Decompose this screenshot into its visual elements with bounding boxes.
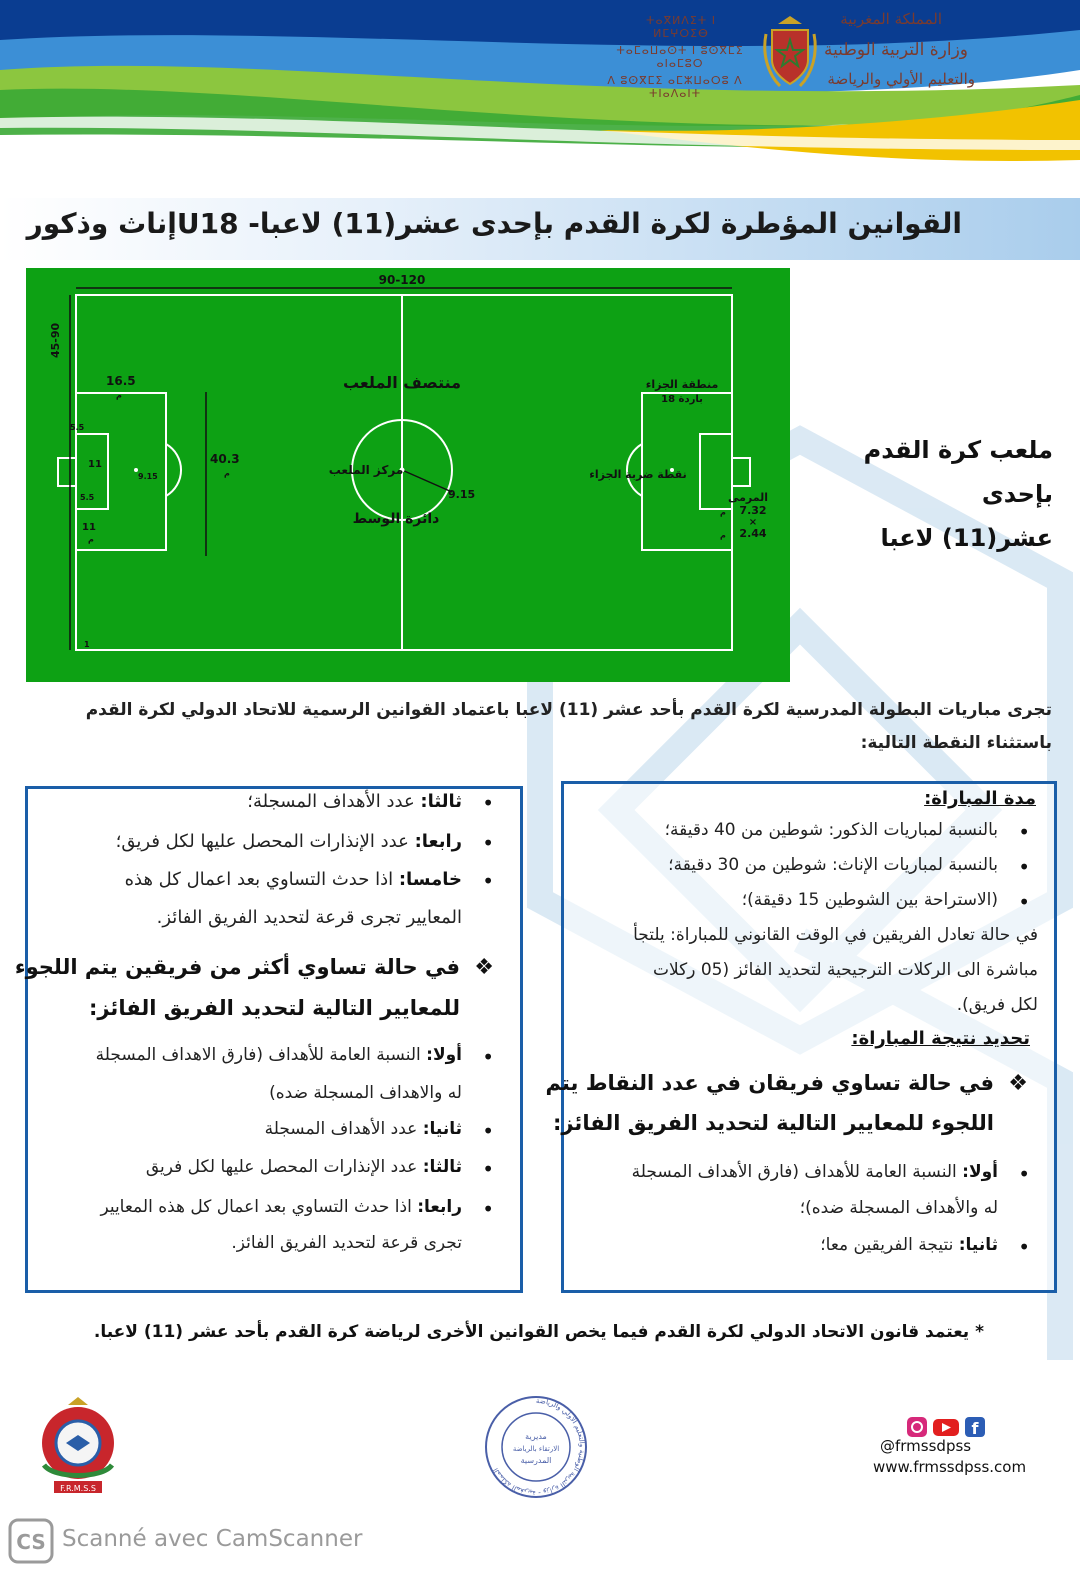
tiebreak-item-cont: المعايير تجرى قرعة لتحديد الفريق الفائز.	[156, 907, 462, 928]
left-goal	[58, 458, 76, 486]
ministry-arabic-line-3: والتعليم الأولي والرياضة	[827, 70, 975, 88]
label-penalty-area: منطقة الجزاء	[645, 378, 719, 391]
instagram-icon	[907, 1417, 927, 1437]
unit-label-4: م	[720, 508, 726, 517]
multi-criteria-item: أولا: النسبة العامة للأهداف (فارق الاهداف المسجلة •	[96, 1045, 462, 1065]
frmss-logo-text: F.R.M.S.S	[60, 1484, 96, 1493]
unit-label-2: م	[224, 469, 230, 478]
stamp-line-2: الارتقاء بالرياضة	[512, 1445, 560, 1453]
label-goal-area-width: 5.5	[80, 493, 95, 502]
field-caption	[795, 428, 1053, 560]
label-center-mark: مركز الملعب	[328, 463, 404, 477]
match-rules-box	[545, 781, 1057, 1293]
label-goal-width: 7.32	[739, 504, 767, 517]
directorate-stamp-icon	[482, 1393, 590, 1501]
label-arc: 9.15	[138, 472, 158, 481]
label-goal-area: 5.5	[70, 423, 85, 432]
tifinagh-line-3: ⴷ ⵓⵙⴳⵎⵉ ⴰⵎⵣⵡⴰⵔⵓ ⴷ ⵜⵏⴰⴷⴰⵏⵜ	[607, 74, 743, 100]
label-width: 45-90	[49, 322, 62, 358]
multi-criteria-cont: له والاهداف المسجلة ضده)	[269, 1083, 462, 1103]
page-title: القوانين المؤطرة لكرة القدم بإحدى عشر(11) لاعبا- U18إناث وذكور	[26, 207, 962, 240]
points-tie-line: اللجوء للمعايير التالية لتحديد الفريق الفائز:	[552, 1111, 994, 1135]
football-field-diagram	[26, 268, 790, 682]
label-penalty-distance: 11	[88, 459, 102, 470]
header-banner	[0, 0, 1080, 195]
label-length: 90-120	[378, 273, 426, 287]
camscanner-badge: CS	[16, 1530, 46, 1554]
unit-label-1: م	[116, 391, 122, 400]
right-goal	[732, 458, 750, 486]
duration-item: بالنسبة لمباريات الذكور: شوطين من 40 دقيقة؛ •	[665, 820, 998, 840]
multi-criteria-cont: تجرى قرعة لتحديد الفريق الفائز.	[231, 1233, 462, 1253]
label-penalty-area-depth: 18 باردة	[661, 394, 703, 405]
svg-text:f: f	[971, 1419, 979, 1438]
social-icons	[905, 1416, 995, 1438]
criteria-item: ثانيا: نتيجة الفريقين معا؛ •	[820, 1235, 998, 1255]
label-penalty-mark: نقطة ضربة الجزاء	[589, 468, 687, 481]
label-penalty-distance-b: 11	[82, 522, 96, 533]
intro-line-2: باستثناء النقطة التالية:	[860, 733, 1052, 753]
label-center-circle: دائرة الوسط	[352, 511, 440, 527]
tie-paragraph-line: لكل فريق).	[956, 995, 1038, 1015]
camscanner-text: Scanné avec CamScanner	[62, 1526, 363, 1552]
tiebreak-item: ثالثا: عدد الأهداف المسجلة؛ •	[247, 791, 462, 812]
points-tie-line: في حالة تساوي فريقان في عدد النقاط يتم ❖	[545, 1071, 994, 1095]
multi-criteria-item: ثالثا: عدد الإنذارات المحصل عليها لكل فريق •	[146, 1157, 462, 1177]
field-caption-line-1: ملعب كرة القدم بإحدى	[863, 436, 1053, 508]
frmss-logo-icon	[30, 1395, 126, 1499]
website-link[interactable]: www.frmssdpss.com	[873, 1458, 1027, 1476]
multi-criteria-item: ثانيا: عدد الأهداف المسجلة •	[265, 1119, 462, 1139]
label-corner: 1	[84, 640, 90, 649]
stamp-line-3: المدرسية	[520, 1456, 552, 1465]
field-caption-line-2: عشر(11) لاعبا	[880, 524, 1053, 552]
footnote: * يعتمد قانون الاتحاد الدولي لكرة القدم فيما يخص القوانين الأخرى لرياضة كرة القدم بأحد عشر (11) لاعبا.	[93, 1322, 984, 1342]
label-box-width: 16.5	[106, 374, 136, 388]
header-swoosh	[0, 0, 1080, 195]
tifinagh-line-2: ⵜⴰⵎⴰⵡⴰⵙⵜ ⵏ ⵓⵙⴳⵎⵉ ⴰⵏⴰⵎⵓⵔ	[616, 44, 744, 70]
duration-item: بالنسبة لمباريات الإناث: شوطين من 30 دقيقة؛ •	[668, 855, 998, 875]
multi-tie-line: للمعايير التالية لتحديد الفريق الفائز:	[88, 996, 460, 1020]
tifinagh-line-1: ⵜⴰⴳⵍⴷⵉⵜ ⵏ ⵍⵎⵖⵔⵉⴱ	[646, 14, 716, 40]
social-handle: @frmssdpss	[880, 1437, 972, 1455]
label-goal-times: ×	[748, 517, 758, 528]
label-goal: المرمى	[727, 491, 769, 504]
stamp-ring-text: المملكة المغربية - وزارة التربية الوطنية والتعليم الأولي والرياضة	[491, 1396, 586, 1498]
unit-label-5: م	[720, 531, 726, 540]
camscanner-icon	[8, 1518, 54, 1564]
multi-criteria-item: رابعا: اذا حدث التساوي بعد اعمال كل هذه المعايير •	[100, 1197, 462, 1217]
label-box-height: 40.3	[210, 452, 240, 466]
criteria-item-cont: له والأهداف المسجلة ضده)؛	[799, 1198, 998, 1218]
tie-paragraph-line: مباشرة الى الركلات الترجيحية لتحديد الفائز (05 ركلات	[652, 960, 1038, 980]
intro-line-1: تجرى مباريات البطولة المدرسية لكرة القدم بأحد عشر (11) لاعبا باعتماد القوانين الرسمية للاتحاد الدولي لكرة القدم	[85, 700, 1052, 720]
intro-paragraph	[52, 694, 1052, 760]
duration-heading: مدة المباراة:	[924, 788, 1036, 809]
label-goal-height: 2.44	[739, 527, 767, 540]
duration-item: (الاستراحة بين الشوطين 15 دقيقة)؛ •	[742, 890, 998, 910]
tiebreak-item: رابعا: عدد الإنذارات المحصل عليها لكل فريق؛ •	[116, 831, 462, 852]
label-center-area: منتصف الملعب	[342, 373, 462, 392]
result-heading: تحديد نتيجة المباراة:	[851, 1028, 1030, 1049]
label-radius: 9.15	[448, 488, 476, 501]
tiebreak-item: خامسا: اذا حدث التساوي بعد اعمال كل هذه •	[125, 869, 462, 890]
stamp-line-1: مديرية	[525, 1432, 547, 1441]
multi-tie-line: في حالة تساوي أكثر من فريقين يتم اللجوء ❖	[15, 955, 460, 979]
unit-label-3: م	[88, 535, 94, 544]
tie-paragraph-line: في حالة تعادل الفريقين في الوقت القانوني للمباراة: يلتجأ	[633, 925, 1038, 945]
left-penalty-arc	[166, 444, 181, 496]
tiebreak-rules-box	[14, 786, 523, 1293]
ministry-arabic-line-2: وزارة التربية الوطنية	[823, 40, 968, 60]
ministry-arabic-line-1: المملكة المغربية	[840, 10, 942, 28]
criteria-item: أولا: النسبة العامة للأهداف (فارق الأهداف المسجلة •	[632, 1162, 998, 1182]
